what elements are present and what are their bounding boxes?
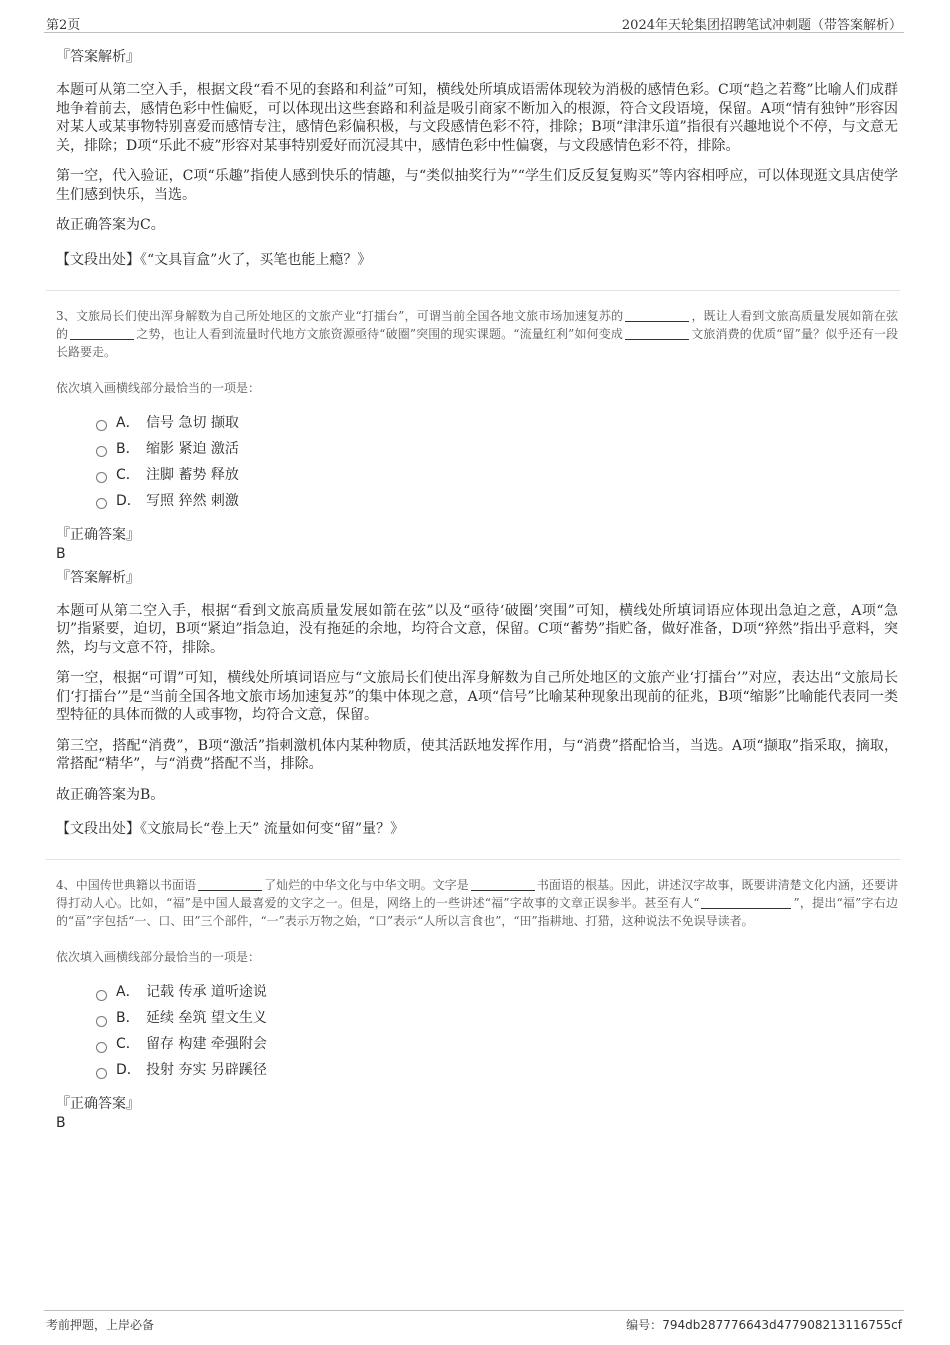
q3-blank-1 — [625, 308, 689, 322]
q3-source: 【文段出处】《文旅局长“卷上天” 流量如何变“留”量？》 — [56, 821, 405, 837]
q3-options — [96, 410, 898, 514]
q3-option-a[interactable] — [96, 410, 898, 436]
q4-stem-part: 书面语的根基。因此，讲述汉字故事，既要讲清楚文化内涵，还要讲得打动人心。比如，“福”是中国人最喜爱的文字之一。但是，网络上的一些讲述“福”字故事的文章正误参半。甚至有人“ — [56, 878, 898, 910]
q2-analysis-para-3: 故正确答案为C。 — [56, 217, 165, 233]
option-text: 留存 构建 牵强附会 — [146, 1036, 267, 1052]
q3-analysis-para-3: 第三空，搭配“消费”，B项“激活”指刺激机体内某种物质，使其活跃地发挥作用，与“消费”搭配恰当，当选。A项“撷取”指采取，摘取，常搭配“精华”，与“消费”搭配不当，排除。 — [56, 737, 898, 772]
q3-option-b[interactable] — [96, 436, 898, 462]
q3-option-c[interactable] — [96, 462, 898, 488]
code-label: 编号： — [626, 1318, 663, 1332]
q3-blank-2 — [70, 326, 134, 340]
q2-analysis-para-1: 本题可从第二空入手，根据文段“看不见的套路和利益”可知，横线处所填成语需体现较为消极的感情色彩。C项“趋之若鹜”比喻人们成群地争着前去，感情色彩中性偏贬，可以体现出这些套路和利益是吸引商家不断加入的根源，符合文段语境，保留。A项“情有独钟”形容因对某人或某事物特别喜爱而感情专注，感情色彩偏积极，与文段感情色彩不符，排除；B项“津津乐道”指很有兴趣地说个不停，与文意无关，排除；D项“乐此不疲”形容对某事特别爱好而沉浸其中，感情色彩中性偏褒，与文段感情色彩不符，排除。 — [56, 82, 898, 154]
q4-stem-part: 了灿烂的中华文化与中华文明。文字是 — [264, 878, 469, 892]
option-text: 信号 急切 撷取 — [146, 414, 239, 431]
q4-blank-3 — [701, 895, 791, 909]
q3-instruction: 依次填入画横线部分最恰当的一项是： — [56, 380, 261, 395]
page-footer — [44, 1310, 904, 1335]
option-text: 记载 传承 道听途说 — [146, 984, 267, 1000]
option-letter: C． — [116, 466, 140, 483]
q4-option-d[interactable] — [96, 1057, 898, 1083]
q4-stem — [56, 876, 898, 930]
correct-answer-label: 『正确答案』 — [56, 1096, 140, 1112]
q4-option-a[interactable] — [96, 979, 898, 1005]
q4-option-c[interactable] — [96, 1031, 898, 1057]
code-value: 794db287776643d477908213116755cf — [662, 1318, 902, 1332]
q4-stem-part: 4、中国传世典籍以书面语 — [56, 878, 197, 892]
q3-analysis-para-4: 故正确答案为B。 — [56, 786, 165, 803]
q3-option-d[interactable] — [96, 488, 898, 514]
option-letter: C． — [116, 1036, 140, 1052]
correct-answer-label: 『正确答案』 — [56, 526, 140, 543]
document-title: 2024年天轮集团招聘笔试冲刺题（带答案解析） — [621, 18, 902, 33]
page-number: 第2页 — [46, 18, 81, 33]
q4-instruction: 依次填入画横线部分最恰当的一项是： — [56, 950, 261, 964]
radio-icon[interactable] — [96, 446, 107, 457]
option-text: 写照 猝然 刺激 — [146, 492, 239, 509]
page-header — [44, 10, 904, 33]
q4-stem-part: ”，提出“福”字右边的“畐”字包括“一、口、田”三个部件，“一”表示万物之始，“口”表示“人所以言食也”，“田”指耕地、打猎，这种说法不免误导读者。 — [56, 896, 899, 928]
q4-blank-2 — [471, 877, 535, 891]
q3-analysis-para-1: 本题可从第二空入手，根据“看到文旅高质量发展如箭在弦”以及“亟待‘破圈’突围”可知，横线处所填词语应体现出急迫之意，A项“急切”指紧要，迫切，B项“紧迫”指急迫，没有拖延的余地，均符合文意，保留。C项“蓄势”指贮备，做好准备，D项“猝然”指出乎意料，突然，均与文意不符，排除。 — [56, 602, 898, 656]
radio-icon[interactable] — [96, 1016, 107, 1027]
q4-option-b[interactable] — [96, 1005, 898, 1031]
question-divider — [46, 290, 900, 291]
option-letter: D． — [116, 492, 141, 509]
q4-blank-1 — [198, 877, 262, 891]
document-code — [626, 1316, 902, 1333]
analysis-label: 『答案解析』 — [56, 49, 140, 65]
radio-icon[interactable] — [96, 498, 107, 509]
q3-stem-part: 之势，也让人看到流量时代地方文旅资源亟待“破圈”突围的现实课题。“流量红利”如何变成 — [136, 326, 624, 341]
radio-icon[interactable] — [96, 990, 107, 1001]
q3-stem — [56, 307, 898, 361]
option-letter: D． — [116, 1062, 141, 1078]
q2-source: 【文段出处】《“文具盲盒”火了，买笔也能上瘾？》 — [56, 251, 372, 268]
option-letter: B． — [116, 1010, 140, 1026]
q3-answer: B — [56, 545, 66, 562]
option-letter: B． — [116, 440, 140, 457]
radio-icon[interactable] — [96, 472, 107, 483]
radio-icon[interactable] — [96, 420, 107, 431]
q3-stem-part: 3、文旅局长们使出浑身解数为自己所处地区的文旅产业“打擂台”，可谓当前全国各地文旅市场加速复苏的 — [56, 308, 624, 323]
page-content — [56, 42, 898, 1136]
q3-analysis-para-2: 第一空，根据“可谓”可知，横线处所填词语应与“文旅局长们使出浑身解数为自己所处地区的文旅产业‘打擂台’”对应，表达出“文旅局长们‘打擂台’”是“当前全国各地文旅市场加速复苏”的集中体现之意，A项“信号”比喻某种现象出现前的征兆，B项“缩影”比喻能代表同一类型特征的具体而微的人或事物，均符合文意，保留。 — [56, 670, 898, 723]
q4-options — [96, 979, 898, 1083]
option-letter: A． — [116, 984, 140, 1000]
q3-stem-part: 文旅消费的优质“留”量？似乎还有一段长路要走。 — [56, 326, 898, 359]
option-text: 缩影 紧迫 激活 — [146, 440, 239, 457]
option-text: 投射 夯实 另辟蹊径 — [146, 1062, 267, 1078]
q4-answer: B — [56, 1115, 66, 1131]
radio-icon[interactable] — [96, 1042, 107, 1053]
option-letter: A． — [116, 414, 140, 431]
option-text: 注脚 蓄势 释放 — [146, 466, 239, 483]
question-divider — [46, 859, 900, 860]
option-text: 延续 垒筑 望文生义 — [146, 1010, 267, 1026]
q3-stem-part: ，既让人看到文旅高质量发展如箭在弦的 — [56, 308, 898, 341]
q3-blank-3 — [625, 326, 689, 340]
q2-analysis-para-2: 第一空，代入验证，C项“乐趣”指使人感到快乐的情趣，与“类似抽奖行为”“学生们反反复复购买”等内容相呼应，可以体现逛文具店使学生们感到快乐，当选。 — [56, 168, 898, 203]
analysis-label: 『答案解析』 — [56, 569, 140, 586]
footer-slogan: 考前押题，上岸必备 — [46, 1318, 155, 1332]
radio-icon[interactable] — [96, 1068, 107, 1079]
